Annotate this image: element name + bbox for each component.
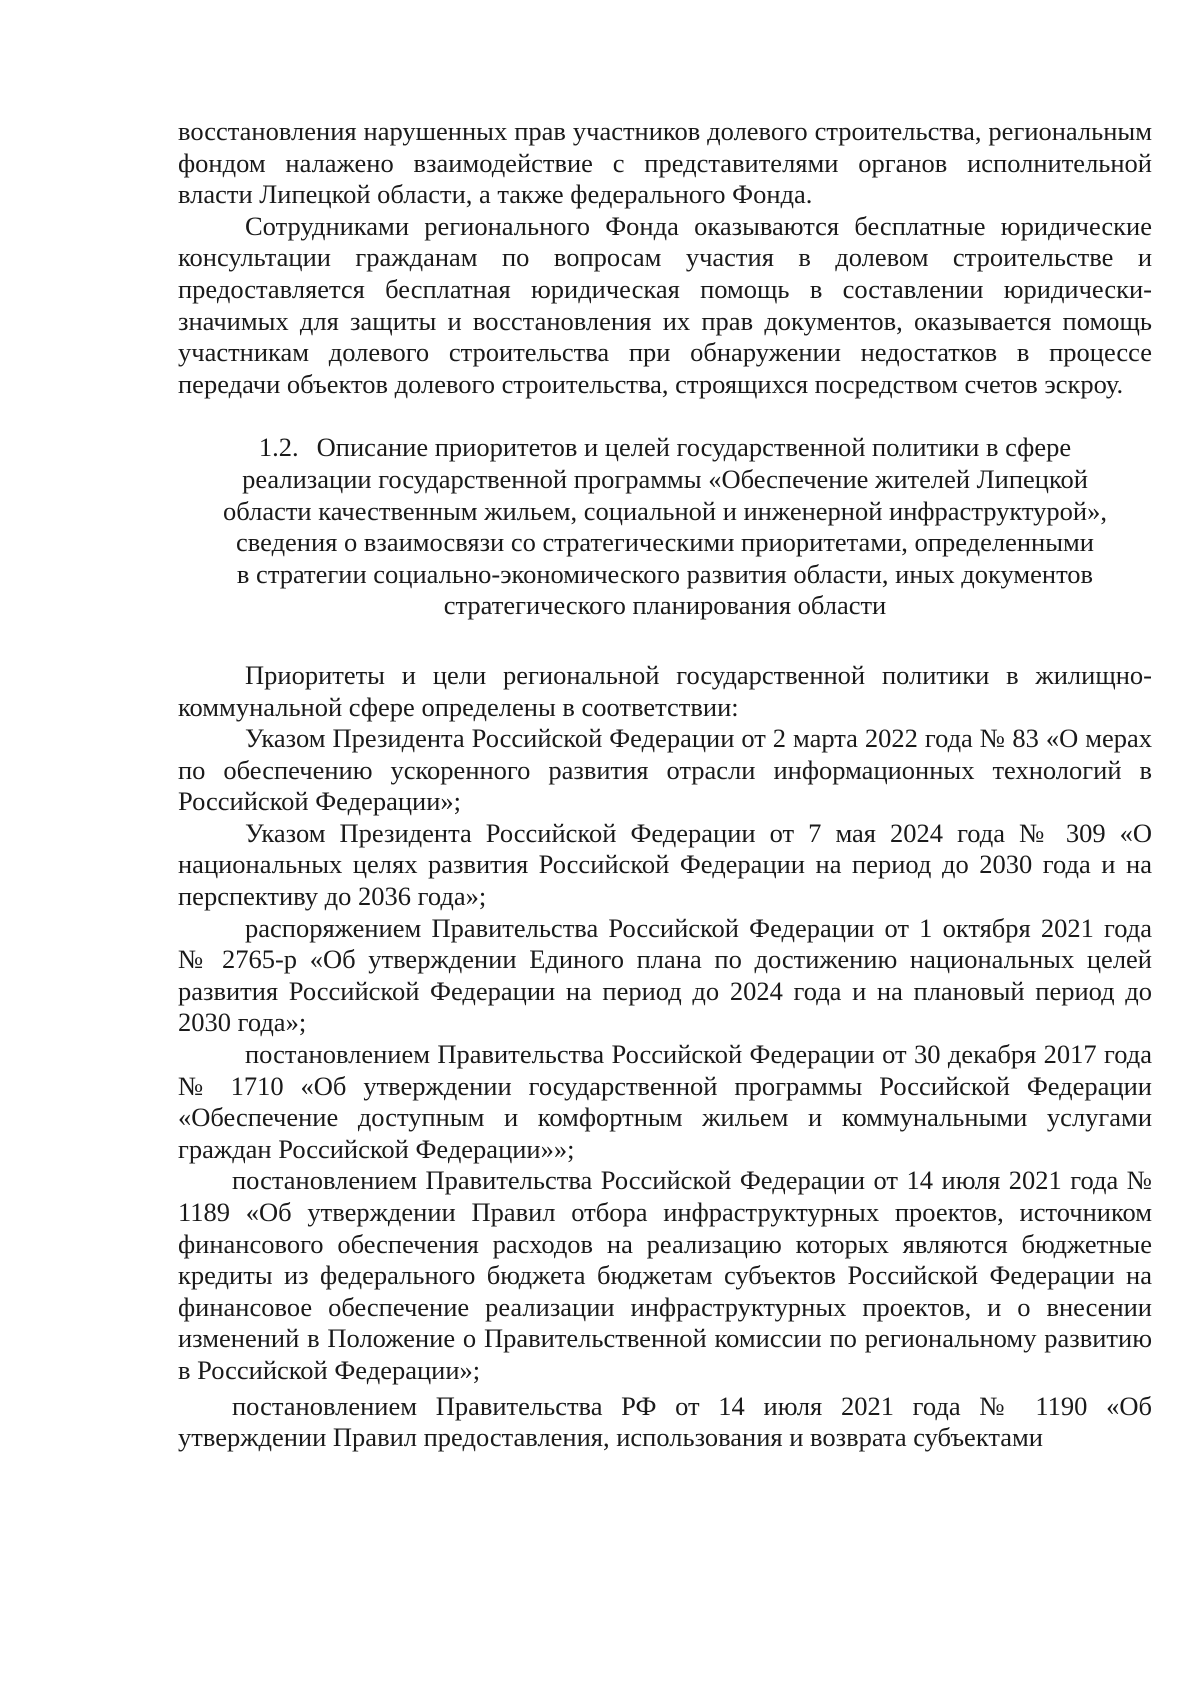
paragraph-decree-309: Указом Президента Российской Федерации от 7 мая 2024 года № 309 «О национальных целях развития Российской Федерации на период до 2030 года и на перспективу до 2036 года»; <box>178 817 1152 912</box>
section-number: 1.2. <box>258 432 299 463</box>
paragraph-resolution-1710: постановлением Правительства Российской Федерации от 30 декабря 2017 года № 1710 «Об утверждении государственной программы Российской Федерации «Обеспечение доступным и комфортным жильем и коммунальными услугами граждан Российской Федерации»»; <box>178 1039 1152 1164</box>
paragraph-continuation: восстановления нарушенных прав участников долевого строительства, региональным фондом налажено взаимодействие с представителями органов исполнительной власти Липецкой области, а также федерального Фонда. <box>178 116 1152 210</box>
section-heading <box>178 432 1152 622</box>
heading-line-4: сведения о взаимосвязи со стратегическими приоритетами, определенными <box>236 527 1094 558</box>
heading-line-2: реализации государственной программы «Обеспечение жителей Липецкой <box>242 463 1088 494</box>
paragraph-resolution-1189: постановлением Правительства Российской Федерации от 14 июля 2021 года № 1189 «Об утверждении Правил отбора инфраструктурных проектов, источником финансового обеспечения расходов на реализацию которых являются бюджетные кредиты из федерального бюджета бюджетам субъектов Российской Федерации на финансовое обеспечение реализации инфраструктурных проектов, и о внесении изменений в Положение о Правительственной комиссии по региональному развитию в Российской Федерации»; <box>178 1165 1152 1385</box>
heading-line-5: в стратегии социально-экономического развития области, иных документов <box>236 558 1094 589</box>
paragraph-decree-83: Указом Президента Российской Федерации от 2 марта 2022 года № 83 «О мерах по обеспечению ускоренного развития отрасли информационных технологий в Российской Федерации»; <box>178 723 1152 817</box>
paragraph-priorities-intro: Приоритеты и цели региональной государственной политики в жилищно-коммунальной сфере определены в соответствии: <box>178 659 1152 722</box>
paragraph-order-2765: распоряжением Правительства Российской Федерации от 1 октября 2021 года № 2765-р «Об утверждении Единого плана по достижению национальных целей развития Российской Федерации на период до 2024 года и на плановый период до 2030 года»; <box>178 912 1152 1038</box>
spacer <box>178 622 1152 660</box>
heading-line-1: Описание приоритетов и целей государственной политики в сфере <box>316 432 1072 463</box>
paragraph-resolution-1190: постановлением Правительства РФ от 14 июля 2021 года № 1190 «Об утверждении Правил предоставления, использования и возврата субъектами <box>178 1390 1152 1453</box>
heading-line-3: области качественным жильем, социальной и инженерной инфраструктурой», <box>223 495 1107 526</box>
heading-line-6: стратегического планирования области <box>443 590 887 621</box>
paragraph-legal-consultations: Сотрудниками регионального Фонда оказываются бесплатные юридические консультации гражданам по вопросам участия в долевом строительстве и предоставляется бесплатная юридическая помощь в составлении юридически-значимых для защиты и восстановления их прав документов, оказывается помощь участникам долевого строительства при обнаружении недостатков в процессе передачи объектов долевого строительства, строящихся посредством счетов эскроу. <box>178 210 1152 399</box>
document-body <box>178 116 1152 1454</box>
